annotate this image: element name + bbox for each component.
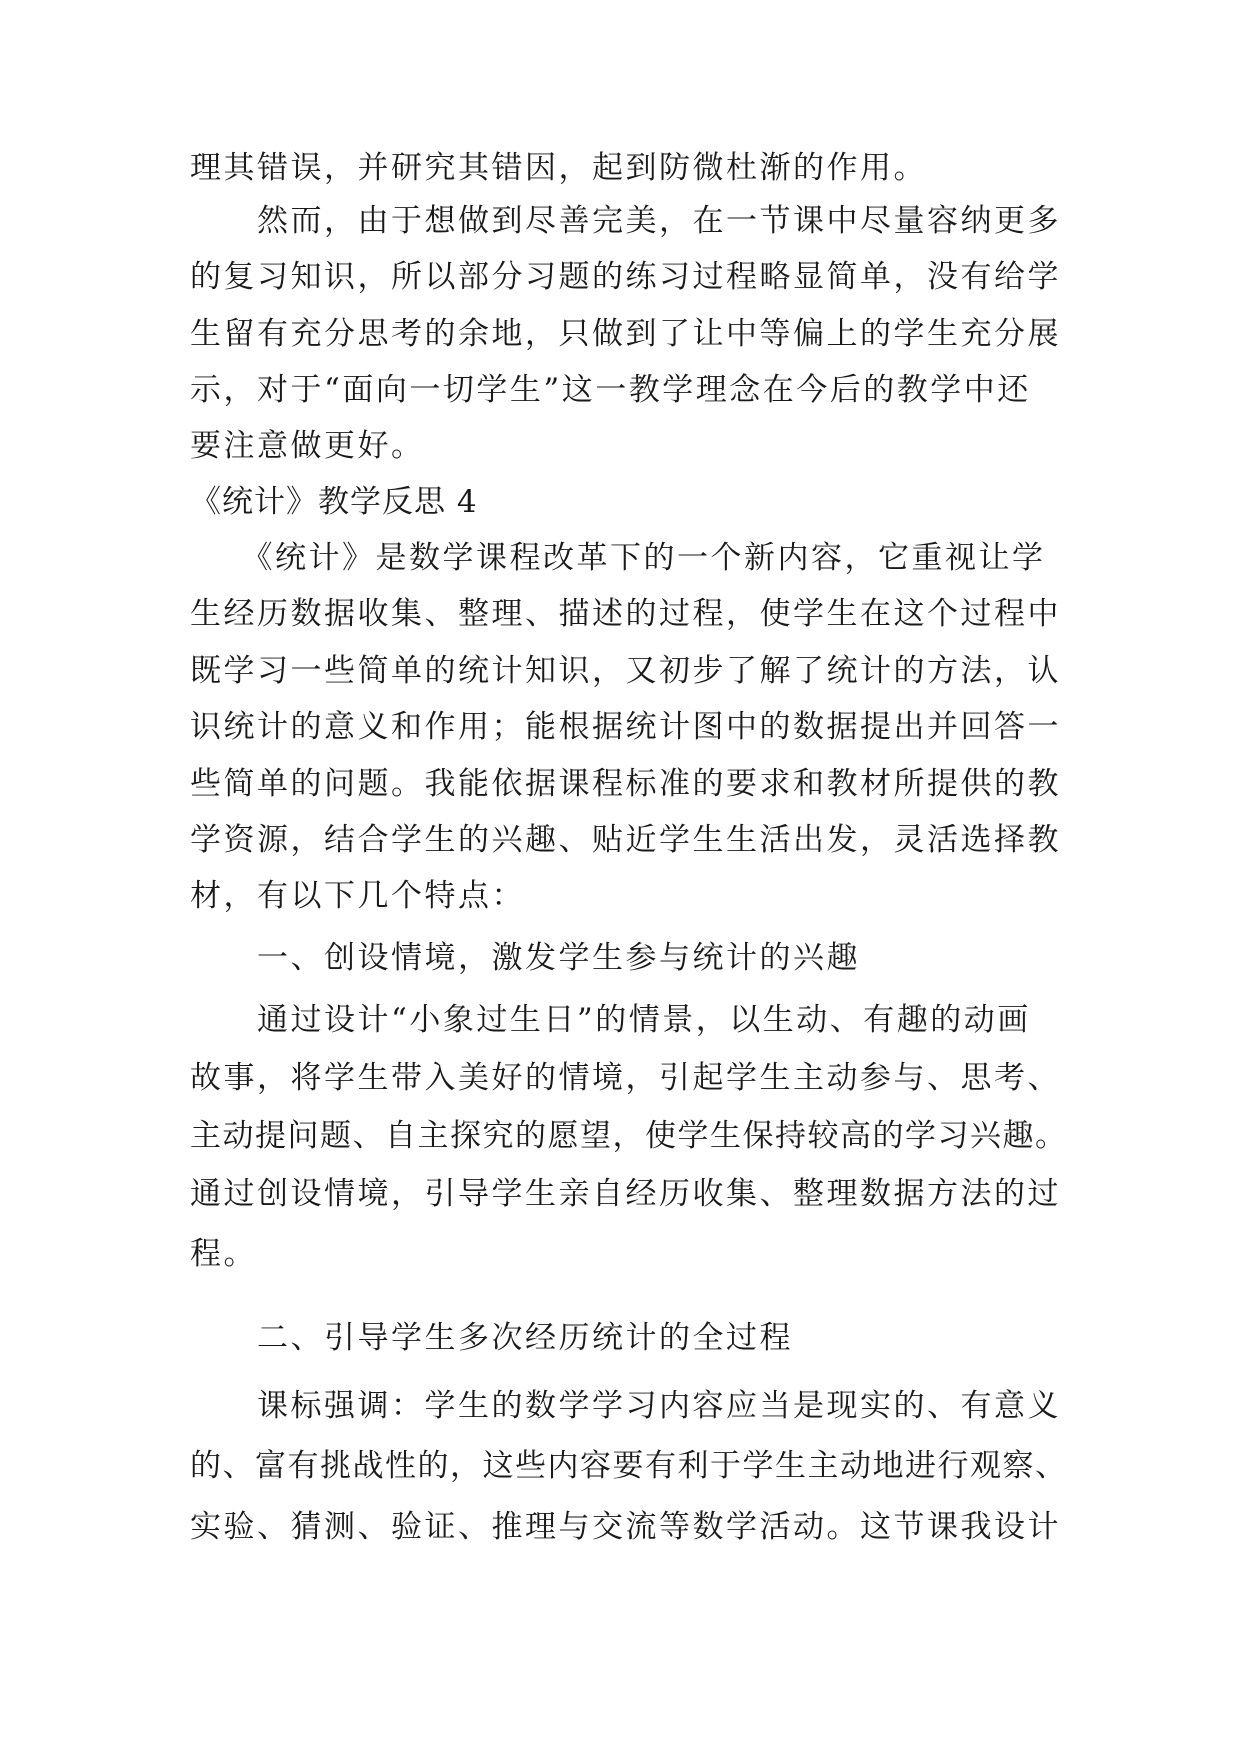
section-heading: 《统计》教学反思 4 xyxy=(190,484,478,520)
text-line: 程。 xyxy=(190,1236,257,1272)
text-line: 示，对于“面向一切学生”这一教学理念在今后的教学中还 xyxy=(190,372,1031,408)
text-line: 通过设计“小象过生日”的情景，以生动、有趣的动画 xyxy=(190,1002,1031,1038)
text-line: 《统计》是数学课程改革下的一个新内容，它重视让学 xyxy=(190,540,1046,576)
text-line: 故事，将学生带入美好的情境，引起学生主动参与、思考、 xyxy=(190,1060,1061,1096)
text-line: 既学习一些简单的统计知识，又初步了解了统计的方法，认 xyxy=(190,653,1061,689)
text-line: 课标强调：学生的数学学习内容应当是现实的、有意义 xyxy=(190,1388,1061,1424)
text-line: 主动提问题、自主探究的愿望，使学生保持较高的学习兴趣。 xyxy=(190,1118,1068,1154)
text-line: 要注意做更好。 xyxy=(190,428,425,464)
text-line: 生留有充分思考的余地，只做到了让中等偏上的学生充分展 xyxy=(190,316,1061,352)
text-line: 的、富有挑战性的，这些内容要有利于学生主动地进行观察、 xyxy=(190,1448,1068,1484)
text-line: 通过创设情境，引导学生亲自经历收集、整理数据方法的过 xyxy=(190,1176,1061,1212)
text-line: 识统计的意义和作用；能根据统计图中的数据提出并回答一 xyxy=(190,709,1061,745)
text-line: 些简单的问题。我能依据课程标准的要求和教材所提供的教 xyxy=(190,766,1061,802)
subheading-line: 一、创设情境，激发学生参与统计的兴趣 xyxy=(190,940,860,976)
subheading-line: 二、引导学生多次经历统计的全过程 xyxy=(190,1320,793,1356)
text-line: 实验、猜测、验证、推理与交流等数学活动。这节课我设计 xyxy=(190,1509,1061,1545)
text-line: 生经历数据收集、整理、描述的过程，使学生在这个过程中 xyxy=(190,596,1061,632)
text-line: 然而，由于想做到尽善完美，在一节课中尽量容纳更多 xyxy=(190,203,1061,239)
text-line: 学资源，结合学生的兴趣、贴近学生生活出发，灵活选择教 xyxy=(190,822,1061,858)
text-line: 的复习知识，所以部分习题的练习过程略显简单，没有给学 xyxy=(190,259,1061,295)
text-line: 理其错误，并研究其错因，起到防微杜渐的作用。 xyxy=(190,150,927,186)
text-line: 材，有以下几个特点： xyxy=(190,878,525,914)
